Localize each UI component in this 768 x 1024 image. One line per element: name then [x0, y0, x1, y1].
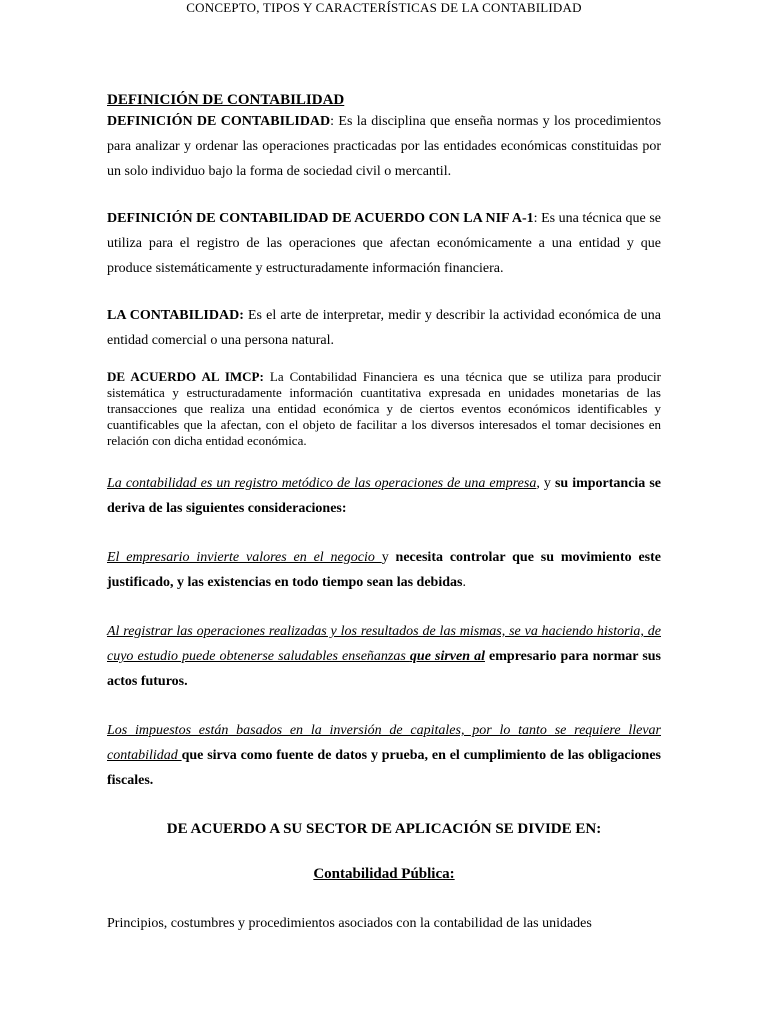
- definition-1-text: : Es la disciplina que enseña normas y los procedimientos para analizar y ordenar las operaciones practicadas por las entidades económicas constituidas por un solo individuo bajo la forma de sociedad civil o mercantil.: [107, 114, 662, 179]
- importance-paragraph: [107, 471, 661, 521]
- consideration-1-italic: El empresario invierte valores en el negocio: [107, 550, 382, 565]
- sector-heading: DE ACUERDO A SU SECTOR DE APLICACIÓN SE DIVIDE EN:: [166, 821, 602, 837]
- public-accounting-text: Principios, costumbres y procedimientos asociados con la contabilidad de las unidades: [107, 916, 592, 931]
- consideration-2-bold-italic: que sirven al: [409, 649, 485, 664]
- definition-1-lead: DEFINICIÓN DE CONTABILIDAD: [107, 114, 331, 129]
- consideration-3-italic: Los impuestos están basados en la inversión de capitales, por lo tanto se requiere llevar contabilidad: [107, 723, 661, 763]
- consideration-1-mid: y: [381, 550, 396, 565]
- consideration-2: [107, 619, 661, 694]
- consideration-2-bold: empresario para normar sus actos futuros.: [107, 649, 662, 689]
- consideration-1-bold: necesita controlar que su movimiento este justificado, y las existencias en todo tiempo sean las debidas: [107, 550, 661, 590]
- public-accounting-heading: Contabilidad Pública:: [313, 866, 455, 882]
- consideration-1: [107, 545, 661, 595]
- definition-paragraph-1: [107, 109, 661, 184]
- definition-paragraph-4: [107, 369, 661, 449]
- definition-3-lead: LA CONTABILIDAD:: [107, 308, 244, 323]
- consideration-3: [107, 718, 661, 793]
- document-body: [107, 92, 661, 936]
- definition-4-lead: DE ACUERDO AL IMCP:: [107, 369, 264, 384]
- definition-paragraph-2: [107, 206, 661, 281]
- definition-2-lead: DEFINICIÓN DE CONTABILIDAD DE ACUERDO CON LA NIF A-1: [107, 211, 534, 226]
- definition-2-text: : Es una técnica que se utiliza para el registro de las operaciones que afectan económicamente a una entidad y que produce sistemáticamente y estructuradamente información financiera.: [107, 211, 661, 276]
- consideration-2-italic: Al registrar las operaciones realizadas y los resultados de las mismas, se va haciendo historia, de cuyo estudio puede obtenerse saludables enseñanzas: [107, 624, 661, 664]
- definition-paragraph-3: [107, 303, 661, 353]
- definition-heading: DEFINICIÓN DE CONTABILIDAD: [107, 92, 345, 108]
- consideration-3-bold: que sirva como fuente de datos y prueba, en el cumplimiento de las obligaciones fiscales.: [107, 748, 661, 788]
- importance-bold: su importancia se deriva de las siguientes consideraciones:: [107, 476, 662, 516]
- importance-mid: , y: [536, 476, 555, 491]
- importance-italic: La contabilidad es un registro metódico de las operaciones de una empresa: [107, 476, 537, 491]
- consideration-1-end: .: [462, 575, 466, 590]
- page-header: CONCEPTO, TIPOS Y CARACTERÍSTICAS DE LA CONTABILIDAD: [186, 0, 582, 15]
- definition-3-text: Es el arte de interpretar, medir y describir la actividad económica de una entidad comercial o una persona natural.: [107, 308, 661, 348]
- definition-4-text: La Contabilidad Financiera es una técnica que se utiliza para producir sistemática y estructuradamente información cuantitativa expresada en unidades monetarias de las transacciones que realiza una entidad económica y de ciertos eventos económicos identificables y cuantificables que la afectan, con el objeto de facilitar a los diversos interesados el tomar decisiones en relación con dicha entidad económica.: [107, 369, 661, 448]
